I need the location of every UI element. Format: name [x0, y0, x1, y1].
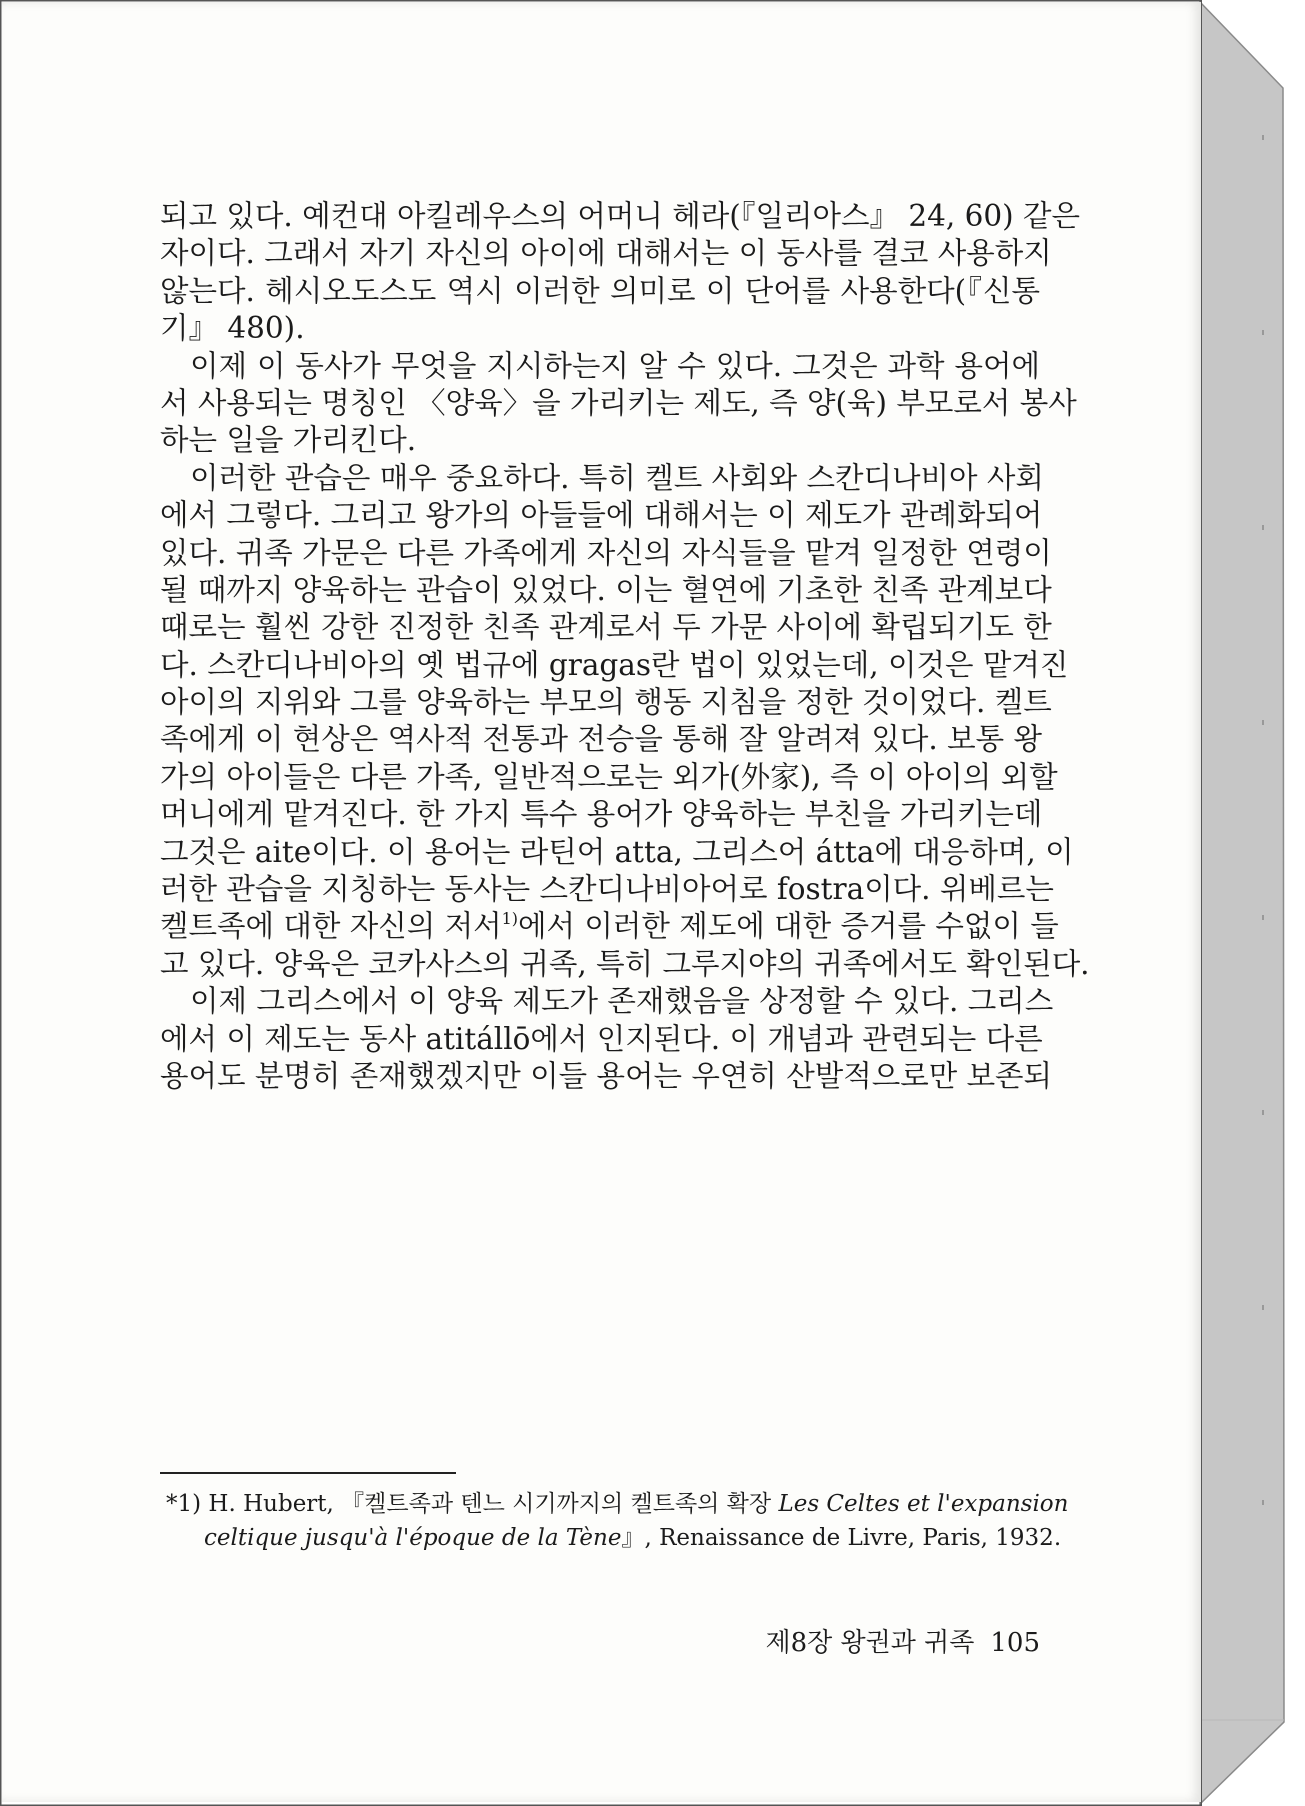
footnote-line [166, 1521, 1062, 1555]
body-text [160, 198, 1090, 1095]
text-line: 이러한 관습은 매우 중요하다. 특히 켈트 사회와 스칸디나비아 사회 [190, 460, 1044, 495]
text-line [160, 908, 1059, 945]
text-line: 되고 있다. 예컨대 아킬레우스의 어머니 헤라(『일리아스』 24, 60) 같은 [160, 199, 1081, 233]
edge-mark [1262, 525, 1264, 530]
text-line: 이제 그리스에서 이 양육 제도가 존재했음을 상정할 수 있다. 그리스 [190, 984, 1054, 1019]
footnote-line [166, 1487, 1069, 1521]
footnote [166, 1487, 1069, 1555]
text-line: 그것은 aite이다. 이 용어는 라틴어 atta, 그리스어 átta에 대응하며, 이 [160, 834, 1074, 869]
text-line: 될 때까지 양육하는 관습이 있었다. 이는 혈연에 기초한 친족 관계보다 [160, 572, 1052, 607]
text-line: 머니에게 맡겨진다. 한 가지 특수 용어가 양육하는 부친을 가리키는데 [160, 797, 1043, 832]
page-footer [755, 1622, 1040, 1659]
text-line: 족에게 이 현상은 역사적 전통과 전승을 통해 잘 알려져 있다. 보통 왕 [160, 722, 1042, 757]
edge-mark [1262, 1305, 1264, 1310]
text-line: 고 있다. 양육은 코카사스의 귀족, 특히 그루지야의 귀족에서도 확인된다. [160, 946, 1090, 981]
edge-mark [1262, 915, 1264, 920]
edge-mark [1262, 720, 1264, 725]
footnote-divider [160, 1472, 456, 1474]
text-line: 이제 이 동사가 무엇을 지시하는지 알 수 있다. 그것은 과학 용어에 [190, 348, 1040, 383]
text-line: 용어도 분명히 존재했겠지만 이들 용어는 우연히 산발적으로만 보존되 [160, 1058, 1053, 1093]
text-line: 서 사용되는 명칭인 〈양육〉을 가리키는 제도, 즉 양(육) 부모로서 봉사 [160, 385, 1077, 420]
text-line: 아이의 지위와 그를 양육하는 부모의 행동 지침을 정한 것이었다. 켈트 [160, 685, 1052, 720]
edge-mark [1262, 330, 1264, 335]
text-line: 않는다. 헤시오도스도 역시 이러한 의미로 이 단어를 사용한다(『신통 [160, 273, 1040, 308]
page-number: 105 [990, 1628, 1040, 1658]
edge-mark [1262, 1500, 1264, 1505]
footnote-french-title: Les Celtes et l'expansion [778, 1491, 1069, 1517]
text-line: 하는 일을 가리킨다. [160, 423, 417, 458]
book-page [2, 2, 1201, 1802]
text-segment: 에서 이러한 제도에 대한 증거를 수없이 들 [518, 909, 1059, 944]
edge-mark [1262, 135, 1264, 140]
text-line: 에서 그렇다. 그리고 왕가의 아들들에 대해서는 이 제도가 관례화되어 [160, 498, 1043, 533]
footnote-bracket: 』 [621, 1525, 645, 1551]
text-line: 다. 스칸디나비아의 옛 법규에 gragas란 법이 있었는데, 이것은 맡겨진 [160, 647, 1069, 682]
text-segment: 켈트족에 대한 자신의 저서 [160, 909, 502, 944]
text-line: 가의 아이들은 다른 가족, 일반적으로는 외가(外家), 즉 이 아이의 외할 [160, 759, 1058, 794]
footnote-publisher: , Renaissance de Livre, Paris, 1932. [644, 1525, 1062, 1551]
footnote-reference: 1) [501, 909, 519, 929]
text-line: 자이다. 그래서 자기 자신의 아이에 대해서는 이 동사를 결코 사용하지 [160, 236, 1052, 271]
text-line: 에서 이 제도는 동사 atitállō에서 인지된다. 이 개념과 관련되는 다른 [160, 1021, 1043, 1056]
footnote-french-title: celtique jusqu'à l'époque de la Tène [204, 1525, 622, 1551]
text-line: 때로는 훨씬 강한 진정한 친족 관계로서 두 가문 사이에 확립되기도 한 [160, 610, 1052, 645]
footnote-korean-title: 『켈트족과 텐느 시기까지의 켈트족의 확장 [341, 1491, 772, 1517]
text-line: 러한 관습을 지칭하는 동사는 스칸디나비아어로 fostra이다. 위베르는 [160, 872, 1054, 907]
text-line: 있다. 귀족 가문은 다른 가족에게 자신의 자식들을 맡겨 일정한 연령이 [160, 535, 1052, 570]
text-line: 기』 480). [160, 311, 305, 346]
chapter-title: 제8장 왕권과 귀족 [765, 1628, 975, 1658]
footnote-marker: *1) H. Hubert, [166, 1491, 334, 1517]
edge-mark [1262, 1110, 1264, 1115]
